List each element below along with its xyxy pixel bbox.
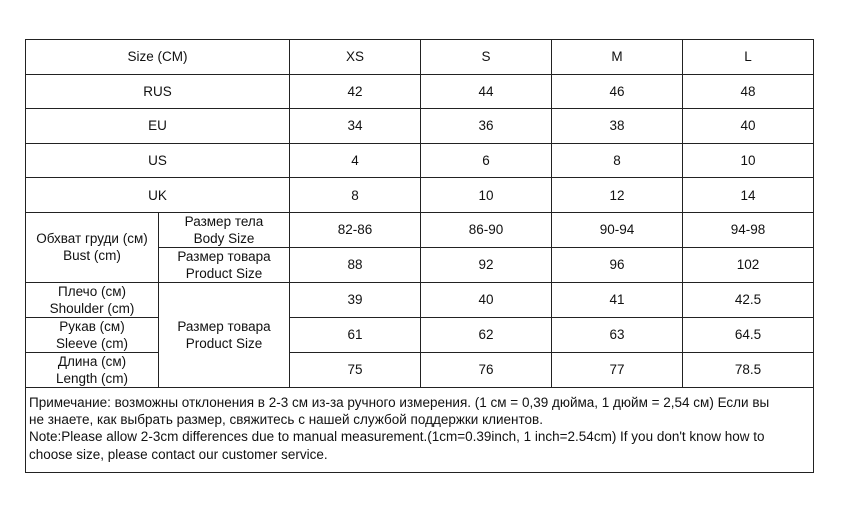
us-s: 6	[421, 143, 552, 178]
length-label-en: Length (cm)	[55, 370, 129, 386]
length-row	[26, 352, 814, 387]
size-xs-header: XS	[290, 40, 421, 75]
bust-product-s: 92	[421, 247, 552, 282]
sleeve-l: 64.5	[683, 317, 814, 352]
us-m: 8	[552, 143, 683, 178]
shoulder-label-en: Shoulder (cm)	[49, 300, 135, 316]
us-xs: 4	[290, 143, 421, 178]
uk-s: 10	[421, 178, 552, 213]
shoulder-label-ru: Плечо (см)	[58, 283, 126, 299]
shoulder-m: 41	[552, 282, 683, 317]
uk-m: 12	[552, 178, 683, 213]
length-l: 78.5	[683, 352, 814, 387]
shoulder-label	[26, 282, 159, 317]
bust-product-size-label-ru: Размер товара	[177, 248, 271, 264]
length-xs: 75	[290, 352, 421, 387]
note-row	[26, 387, 814, 472]
bust-body-row	[26, 212, 814, 247]
length-m: 77	[552, 352, 683, 387]
note-ru-line-1: Примечание: возможны отклонения в 2-3 см из-за ручного измерения. (1 см = 0,39 дюйма, 1 дюйм = 2,54 см) Если вы	[29, 394, 770, 410]
bust-body-xs: 82-86	[290, 212, 421, 247]
rus-xs: 42	[290, 74, 421, 109]
shoulder-row	[26, 282, 814, 317]
shoulder-xs: 39	[290, 282, 421, 317]
note-cell	[26, 387, 814, 472]
size-chart-table	[25, 39, 814, 473]
rus-label: RUS	[26, 74, 290, 109]
size-header-cell: Size (CM)	[26, 40, 290, 75]
sleeve-xs: 61	[290, 317, 421, 352]
rus-row	[26, 74, 814, 109]
note-en-line-1: Note:Please allow 2-3cm differences due to manual measurement.(1cm=0.39inch, 1 inch=2.54cm) If you don't know how to	[29, 429, 765, 445]
sleeve-label	[26, 317, 159, 352]
sleeve-label-en: Sleeve (cm)	[55, 335, 128, 351]
body-size-label-ru: Размер тела	[184, 213, 264, 229]
sleeve-s: 62	[421, 317, 552, 352]
size-s-header: S	[421, 40, 552, 75]
length-label	[26, 352, 159, 387]
note-ru-line-2: не знаете, как выбрать размер, свяжитесь с нашей службой поддержки клиентов.	[29, 412, 543, 428]
bust-label-en: Bust (cm)	[63, 248, 121, 264]
sleeve-row	[26, 317, 814, 352]
bust-body-s: 86-90	[421, 212, 552, 247]
eu-l: 40	[683, 109, 814, 144]
eu-xs: 34	[290, 109, 421, 144]
us-label: US	[26, 143, 290, 178]
uk-label: UK	[26, 178, 290, 213]
bust-label-ru: Обхват груди (см)	[36, 231, 148, 247]
eu-m: 38	[552, 109, 683, 144]
length-s: 76	[421, 352, 552, 387]
rus-s: 44	[421, 74, 552, 109]
bust-label	[26, 212, 159, 282]
product-size-group-label-ru: Размер товара	[177, 318, 271, 334]
us-row	[26, 143, 814, 178]
bust-body-m: 90-94	[552, 212, 683, 247]
uk-xs: 8	[290, 178, 421, 213]
rus-m: 46	[552, 74, 683, 109]
bust-product-size-label-en: Product Size	[185, 265, 263, 281]
sleeve-m: 63	[552, 317, 683, 352]
shoulder-s: 40	[421, 282, 552, 317]
uk-row	[26, 178, 814, 213]
shoulder-l: 42.5	[683, 282, 814, 317]
bust-product-size-label	[159, 247, 290, 282]
size-m-header: M	[552, 40, 683, 75]
body-size-label-en: Body Size	[193, 230, 255, 246]
header-row	[26, 40, 814, 75]
bust-product-m: 96	[552, 247, 683, 282]
us-l: 10	[683, 143, 814, 178]
eu-label: EU	[26, 109, 290, 144]
size-l-header: L	[683, 40, 814, 75]
note-en-line-2: choose size, please contact our customer service.	[29, 446, 328, 462]
uk-l: 14	[683, 178, 814, 213]
length-label-ru: Длина (см)	[57, 353, 127, 369]
eu-s: 36	[421, 109, 552, 144]
rus-l: 48	[683, 74, 814, 109]
bust-body-l: 94-98	[683, 212, 814, 247]
bust-product-xs: 88	[290, 247, 421, 282]
eu-row	[26, 109, 814, 144]
product-size-group-label-en: Product Size	[185, 335, 263, 351]
bust-product-l: 102	[683, 247, 814, 282]
sleeve-label-ru: Рукав (см)	[59, 318, 125, 334]
product-size-group-label	[159, 282, 290, 387]
body-size-label	[159, 212, 290, 247]
